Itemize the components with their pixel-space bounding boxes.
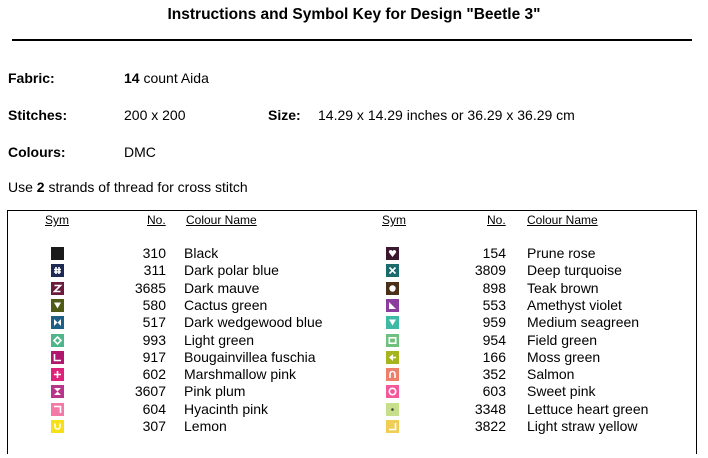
dmc-number: 517 [142,314,166,331]
size-label: Size: [268,107,301,123]
symbol-swatch-icon [386,334,399,347]
stitches-value: 200 x 200 [124,107,186,123]
symbol-row [0,262,708,279]
colour-name: Sweet pink [527,383,596,400]
colour-name: Hyacinth pink [184,400,269,417]
symbol-swatch-icon [386,264,399,277]
note-post: strands of thread for cross stitch [48,179,248,195]
dmc-number: 3809 [474,262,506,279]
dmc-number: 3822 [474,418,506,434]
fabric-value [124,70,209,86]
symbol-row [0,383,708,400]
note-strands: 2 [36,179,45,195]
dmc-number: 959 [482,314,506,331]
dmc-number: 154 [482,245,506,261]
symbol-swatch-icon [386,420,399,433]
colour-name: Lettuce heart green [527,400,649,417]
colour-name: Lemon [184,418,227,434]
header-sym-left: Sym [45,213,69,227]
dmc-number: 993 [142,331,166,348]
colour-name: Cactus green [184,296,268,313]
symbol-row [0,245,708,262]
colour-name: Marshmallow pink [184,366,297,383]
symbol-swatch-icon [386,351,399,364]
colour-name: Bougainvillea fuschia [184,348,316,365]
colour-name: Dark mauve [184,279,260,296]
note-pre: Use [8,179,33,195]
colour-name: Salmon [527,366,575,383]
fabric-label: Fabric: [8,70,55,86]
dmc-number: 166 [482,348,506,365]
dmc-number: 553 [482,296,506,313]
colour-name: Amethyst violet [527,296,622,313]
symbol-swatch-icon [386,299,399,312]
dmc-number: 310 [142,245,166,261]
colour-name: Teak brown [527,279,599,296]
symbol-row [0,332,708,349]
colour-name: Dark polar blue [184,262,279,279]
size-value: 14.29 x 14.29 inches or 36.29 x 36.29 cm [318,107,575,123]
symbol-row [0,349,708,366]
dmc-number: 954 [482,331,506,348]
header-no-right: No. [487,213,506,227]
colour-name: Moss green [527,348,601,365]
symbol-swatch-icon [386,385,399,398]
colour-name: Dark wedgewood blue [184,314,323,331]
dmc-number: 898 [482,279,506,296]
dmc-number: 311 [143,262,166,279]
strands-note [8,179,248,195]
title-rule [12,39,692,41]
fabric-rest: count Aida [143,70,209,86]
header-name-right: Colour Name [527,213,598,227]
colour-name: Light green [184,331,255,348]
stitches-label: Stitches: [8,107,68,123]
symbol-row [0,297,708,314]
page-title: Instructions and Symbol Key for Design "Beetle 3" [167,6,541,23]
dmc-number: 602 [142,366,166,383]
colours-value: DMC [124,144,156,160]
dmc-number: 604 [142,400,166,417]
symbol-swatch-icon [386,403,399,416]
symbol-row [0,418,708,435]
symbol-row [0,280,708,297]
dmc-number: 3348 [474,400,506,417]
dmc-number: 3607 [134,383,166,400]
colour-name: Black [184,245,219,261]
dmc-number: 3685 [134,279,166,296]
symbol-row [0,314,708,331]
dmc-number: 603 [482,383,506,400]
symbol-swatch-icon [386,368,399,381]
dmc-number: 917 [142,348,166,365]
symbol-swatch-icon [386,282,399,295]
symbol-row [0,401,708,418]
header-sym-right: Sym [382,213,406,227]
symbol-row [0,366,708,383]
dmc-number: 352 [482,366,506,383]
colour-name: Deep turquoise [527,262,622,279]
colour-name: Light straw yellow [527,418,638,434]
colour-name: Field green [527,331,598,348]
colour-name: Pink plum [184,383,246,400]
header-no-left: No. [147,213,166,227]
symbol-swatch-icon [386,316,399,329]
fabric-count: 14 [124,70,140,86]
symbol-swatch-icon [386,247,399,260]
colour-name: Medium seagreen [527,314,640,331]
dmc-number: 307 [142,418,166,434]
colour-name: Prune rose [527,245,596,261]
dmc-number: 580 [142,296,166,313]
colours-label: Colours: [8,144,66,160]
header-name-left: Colour Name [186,213,257,227]
